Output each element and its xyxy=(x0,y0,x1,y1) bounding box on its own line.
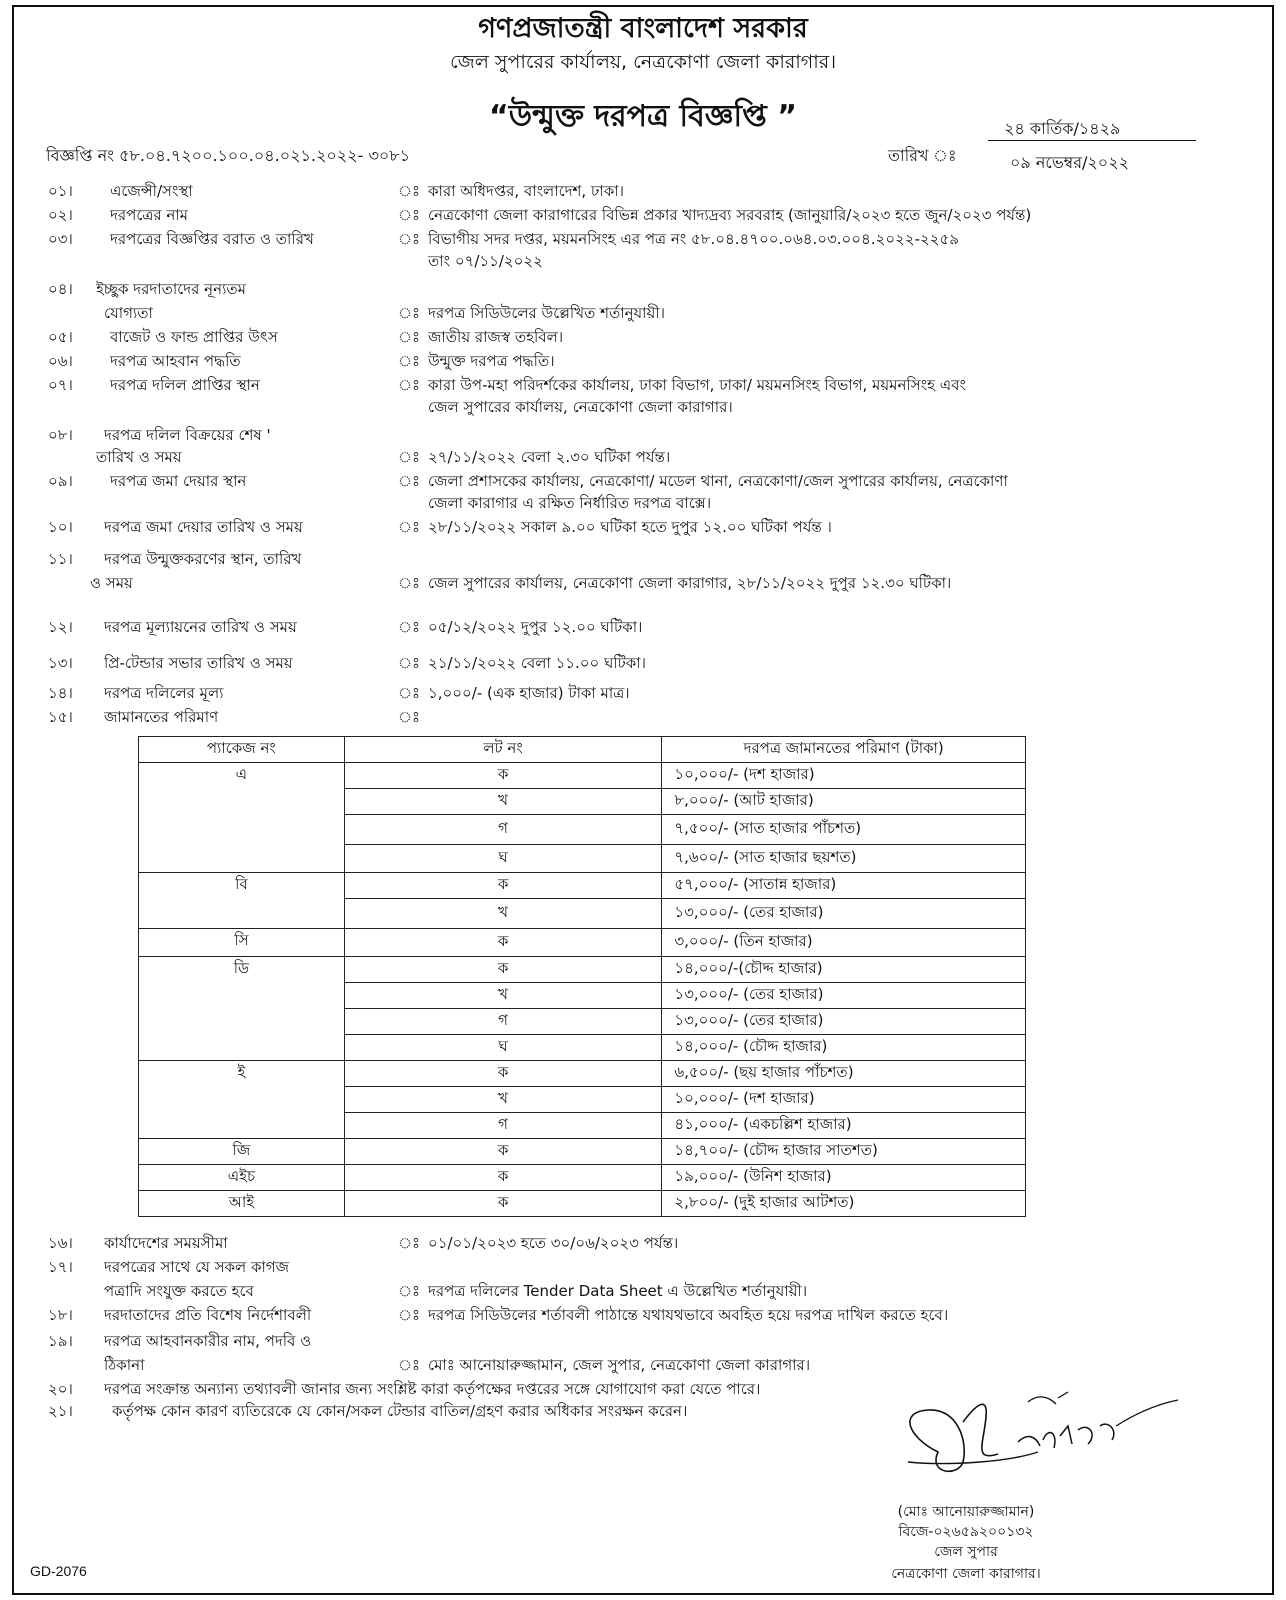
header-amount: দরপত্র জামানতের পরিমাণ (টাকা) xyxy=(662,737,1026,763)
amount-cell: ৬,৫০০/- (ছয় হাজার পাঁচশত) xyxy=(662,1061,1026,1087)
item-label: এজেন্সী/সংস্থা xyxy=(110,182,193,200)
package-cell: সি xyxy=(139,929,345,957)
amount-cell: ১৩,০০০/- (তের হাজার) xyxy=(662,899,1026,929)
item-value: তাং ০৭/১১/২০২২ xyxy=(428,252,543,270)
item-value: জেল সুপারের কার্যালয়, নেত্রকোণা জেলা কারাগার। xyxy=(428,398,733,416)
item-label: দরপত্র উন্মুক্তকরণের স্থান, তারিখ xyxy=(104,550,302,568)
lot-cell: ক xyxy=(344,1191,662,1217)
amount-cell: ২,৮০০/- (দুই হাজার আটশত) xyxy=(662,1191,1026,1217)
package-cell: আই xyxy=(139,1191,345,1217)
item-colon: ঃ xyxy=(398,304,421,322)
item-colon: ঃ xyxy=(398,352,421,370)
amount-cell: ১৩,০০০/- (তের হাজার) xyxy=(662,1009,1026,1035)
header-package: প্যাকেজ নং xyxy=(139,737,345,763)
item-label: দরপত্র জমা দেয়ার স্থান xyxy=(110,472,247,490)
amount-cell: ৭,৬০০/- (সাত হাজার ছয়শত) xyxy=(662,845,1026,873)
lot-cell: খ xyxy=(344,983,662,1009)
item-number: ১৭। xyxy=(48,1258,73,1276)
memo-number: বিজ্ঞপ্তি নং ৫৮.০৪.৭২০০.১০০.০৪.০২১.২০২২- ৩০৮১ xyxy=(46,146,411,165)
date-english: ০৯ নভেম্বর/২০২২ xyxy=(1010,153,1130,172)
amount-cell: ১৪,০০০/- (চৌদ্দ হাজার) xyxy=(662,1035,1026,1061)
item-value: দরপত্র সিডিউলের উল্লেখিত শর্তানুযায়ী। xyxy=(428,304,666,322)
item-number: ০৪। xyxy=(48,280,73,298)
item-number: ০৩। xyxy=(48,230,73,248)
item-label: দরপত্র মূল্যায়নের তারিখ ও সময় xyxy=(104,618,297,636)
item-value: উন্মুক্ত দরপত্র পদ্ধতি। xyxy=(428,352,555,370)
date-divider xyxy=(988,140,1196,141)
item-colon: ঃ xyxy=(398,448,421,466)
item-label: ও সময় xyxy=(90,574,133,592)
item-colon: ঃ xyxy=(398,708,421,726)
date-label: তারিখ ঃ xyxy=(888,146,957,165)
lot-cell: গ xyxy=(344,1113,662,1139)
item-number: ০৬। xyxy=(48,352,73,370)
item-number: ০১। xyxy=(48,182,73,200)
lot-cell: ঘ xyxy=(344,845,662,873)
item-value: ১,০০০/- (এক হাজার) টাকা মাত্র। xyxy=(428,684,630,702)
amount-cell: ১৪,০০০/-(চৌদ্দ হাজার) xyxy=(662,957,1026,983)
item-label: জামানতের পরিমাণ xyxy=(104,708,219,726)
lot-cell: গ xyxy=(344,1009,662,1035)
amount-cell: ৮,০০০/- (আট হাজার) xyxy=(662,789,1026,815)
item-colon: ঃ xyxy=(398,1234,421,1252)
item-value: ২৮/১১/২০২২ সকাল ৯.০০ ঘটিকা হতে দুপুর ১২.০০ ঘটিকা পর্যন্ত । xyxy=(428,518,832,536)
lot-cell: ক xyxy=(344,957,662,983)
amount-cell: ১০,০০০/- (দশ হাজার) xyxy=(662,763,1026,789)
item-value: ০১/০১/২০২৩ হতে ৩০/০৬/২০২৩ পর্যন্ত। xyxy=(428,1234,679,1252)
item-label: তারিখ ও সময় xyxy=(96,448,182,466)
lot-cell: খ xyxy=(344,899,662,929)
note-text: দরপত্র সংক্রান্ত অন্যান্য তথ্যাবলী জানার জন্য সংশ্লিষ্ট কারা কর্তৃপক্ষের দপ্তরের সঙ্গে যোগাযোগ করা যেতে পারে। xyxy=(104,1380,761,1398)
item-value: কারা উপ-মহা পরিদর্শকের কার্যালয়, ঢাকা বিভাগ, ঢাকা/ ময়মনসিংহ বিভাগ, ময়মনসিংহ এবং xyxy=(428,376,966,394)
item-label: দরপত্র জমা দেয়ার তারিখ ও সময় xyxy=(104,518,303,536)
amount-cell: ৫৭,০০০/- (সাতান্ন হাজার) xyxy=(662,873,1026,899)
item-number: ০৫। xyxy=(48,328,73,346)
item-colon: ঃ xyxy=(398,328,421,346)
item-number: ০৯। xyxy=(48,472,73,490)
table-row xyxy=(139,957,1026,983)
item-label: দরপত্র দলিল প্রাপ্তির স্থান xyxy=(110,376,260,394)
item-label: দরদাতাদের প্রতি বিশেষ নির্দেশাবলী xyxy=(104,1306,312,1324)
item-value: মোঃ আনোয়ারুজ্জামান, জেল সুপার, নেত্রকোণা জেলা কারাগার। xyxy=(428,1356,811,1374)
table-row xyxy=(139,929,1026,957)
lot-cell: ক xyxy=(344,1165,662,1191)
lot-cell: খ xyxy=(344,789,662,815)
item-number: ১৬। xyxy=(48,1234,73,1252)
amount-cell: ১৯,০০০/- (উনিশ হাজার) xyxy=(662,1165,1026,1191)
item-colon: ঃ xyxy=(398,654,421,672)
table-header-row xyxy=(139,737,1026,763)
item-number: ১০। xyxy=(48,518,73,536)
signatory-office: নেত্রকোণা জেলা কারাগার। xyxy=(891,1566,1041,1582)
item-label: দরপত্রের বিজ্ঞপ্তির বরাত ও তারিখ xyxy=(110,230,314,248)
lot-cell: ক xyxy=(344,1061,662,1087)
item-label: দরপত্রের নাম xyxy=(110,206,189,224)
lot-cell: ক xyxy=(344,1139,662,1165)
item-label: দরপত্র আহবানকারীর নাম, পদবি ও xyxy=(104,1332,312,1350)
handwritten-signature xyxy=(868,1382,1188,1482)
note-number: ২০। xyxy=(48,1380,73,1398)
item-number: ০৭। xyxy=(48,376,73,394)
package-cell: ই xyxy=(139,1061,345,1139)
lot-cell: ঘ xyxy=(344,1035,662,1061)
lot-cell: ক xyxy=(344,763,662,789)
amount-cell: ৩,০০০/- (তিন হাজার) xyxy=(662,929,1026,957)
lot-cell: ক xyxy=(344,873,662,899)
item-label: প্রি-টেন্ডার সভার তারিখ ও সময় xyxy=(104,654,293,672)
item-value: কারা অধিদপ্তর, বাংলাদেশ, ঢাকা। xyxy=(428,182,624,200)
package-cell: জি xyxy=(139,1139,345,1165)
item-label: বাজেট ও ফান্ড প্রাপ্তির উৎস xyxy=(110,328,278,346)
footer-code: GD-2076 xyxy=(30,1563,87,1579)
package-cell: এ xyxy=(139,763,345,873)
item-value: জেলা প্রশাসকের কার্যালয়, নেত্রকোণা/ মডেল থানা, নেত্রকোণা/জেল সুপারের কার্যালয়, নেত্রকোণা xyxy=(428,472,1008,490)
lot-cell: খ xyxy=(344,1087,662,1113)
item-number: ১২। xyxy=(48,618,73,636)
item-number: ১১। xyxy=(48,550,73,568)
item-number: ১৮। xyxy=(48,1306,73,1324)
header-lot: লট নং xyxy=(344,737,662,763)
notice-heading: “উন্মুক্ত দরপত্র বিজ্ঞপ্তি ” xyxy=(489,99,797,134)
government-title: গণপ্রজাতন্ত্রী বাংলাদেশ সরকার xyxy=(478,13,808,44)
item-value: জেল সুপারের কার্যালয়, নেত্রকোণা জেলা কারাগার, ২৮/১১/২০২২ দুপুর ১২.৩০ ঘটিকা। xyxy=(428,574,952,592)
signatory-id: বিজে-০২৬৫৯২০০১৩২ xyxy=(898,1524,1034,1540)
item-label: দরপত্র দলিলের মূল্য xyxy=(104,684,224,702)
item-value: ২৭/১১/২০২২ বেলা ২.৩০ ঘটিকা পর্যন্ত। xyxy=(428,448,671,466)
package-cell: বি xyxy=(139,873,345,929)
item-colon: ঃ xyxy=(398,1356,421,1374)
amount-cell: ৭,৫০০/- (সাত হাজার পাঁচশত) xyxy=(662,815,1026,845)
amount-cell: ১৪,৭০০/- (চৌদ্দ হাজার সাতশত) xyxy=(662,1139,1026,1165)
note-number: ২১। xyxy=(48,1402,73,1420)
item-colon: ঃ xyxy=(398,376,421,394)
table-row xyxy=(139,763,1026,789)
item-colon: ঃ xyxy=(398,518,421,536)
package-cell: এইচ xyxy=(139,1165,345,1191)
item-number: ১৯। xyxy=(48,1332,73,1350)
item-colon: ঃ xyxy=(398,574,421,592)
deposit-table xyxy=(138,736,1026,1217)
item-label: দরপত্র আহবান পদ্ধতি xyxy=(110,352,241,370)
date-bangla: ২৪ কার্তিক/১৪২৯ xyxy=(1004,119,1121,138)
item-label: যোগ্যতা xyxy=(104,304,153,322)
amount-cell: ১০,০০০/- (দশ হাজার) xyxy=(662,1087,1026,1113)
item-colon: ঃ xyxy=(398,1306,421,1324)
item-value: ০৫/১২/২০২২ দুপুর ১২.০০ ঘটিকা। xyxy=(428,618,643,636)
office-subtitle: জেল সুপারের কার্যালয়, নেত্রকোণা জেলা কারাগার। xyxy=(450,51,836,73)
item-label: দরপত্রের সাথে যে সকল কাগজ xyxy=(104,1258,290,1276)
item-value: দরপত্র দলিলের Tender Data Sheet এ উল্লেখিত শর্তানুযায়ী। xyxy=(428,1282,808,1300)
item-value: বিভাগীয় সদর দপ্তর, ময়মনসিংহ এর পত্র নং ৫৮.০৪.৪৭০০.০৬৪.০৩.০০৪.২০২২-২২৫৯ xyxy=(428,230,959,248)
item-label: দরপত্র দলিল বিক্রয়ের শেষ ' xyxy=(104,426,271,444)
package-cell: ডি xyxy=(139,957,345,1061)
item-label: পত্রাদি সংযুক্ত করতে হবে xyxy=(104,1282,254,1300)
item-colon: ঃ xyxy=(398,472,421,490)
item-colon: ঃ xyxy=(398,230,421,248)
item-colon: ঃ xyxy=(398,206,421,224)
item-number: ১৫। xyxy=(48,708,73,726)
item-colon: ঃ xyxy=(398,684,421,702)
item-number: ১৩। xyxy=(48,654,73,672)
table-row xyxy=(139,1165,1026,1191)
item-number: ১৪। xyxy=(48,684,73,702)
item-value: ২১/১১/২০২২ বেলা ১১.০০ ঘটিকা। xyxy=(428,654,647,672)
item-value: নেত্রকোণা জেলা কারাগারের বিভিন্ন প্রকার খাদ্যদ্রব্য সরবরাহ (জানুয়ারি/২০২৩ হতে জুন/২০২৩ পর্যন্ত) xyxy=(428,206,1032,224)
item-value: জাতীয় রাজস্ব তহবিল। xyxy=(428,328,564,346)
item-label: ঠিকানা xyxy=(104,1356,145,1374)
item-number: ০২। xyxy=(48,206,73,224)
signatory-name: (মোঃ আনোয়ারুজ্জামান) xyxy=(897,1504,1035,1520)
item-colon: ঃ xyxy=(398,618,421,636)
table-row xyxy=(139,1139,1026,1165)
lot-cell: ক xyxy=(344,929,662,957)
lot-cell: গ xyxy=(344,815,662,845)
table-row xyxy=(139,873,1026,899)
item-label: কার্যাদেশের সময়সীমা xyxy=(104,1234,228,1252)
table-row xyxy=(139,1061,1026,1087)
note-text: কর্তৃপক্ষ কোন কারণ ব্যতিরেকে যে কোন/সকল টেন্ডার বাতিল/গ্রহণ করার অধিকার সংরক্ষন করেন। xyxy=(112,1402,688,1420)
amount-cell: ১৩,০০০/- (তের হাজার) xyxy=(662,983,1026,1009)
item-value: দরপত্র সিডিউলের শর্তাবলী পাঠান্তে যথাযথভাবে অবহিত হয়ে দরপত্র দাখিল করতে হবে। xyxy=(428,1306,949,1324)
signatory-designation: জেল সুপার xyxy=(934,1544,998,1560)
item-colon: ঃ xyxy=(398,182,421,200)
table-row xyxy=(139,1191,1026,1217)
amount-cell: ৪১,০০০/- (একচল্লিশ হাজার) xyxy=(662,1113,1026,1139)
item-label: ইচ্ছুক দরদাতাদের নূন্যতম xyxy=(96,280,246,298)
item-number: ০৮। xyxy=(48,426,73,444)
item-value: জেলা কারাগার এ রক্ষিত নির্ধারিত দরপত্র বাক্সে। xyxy=(428,494,712,512)
item-colon: ঃ xyxy=(398,1282,421,1300)
